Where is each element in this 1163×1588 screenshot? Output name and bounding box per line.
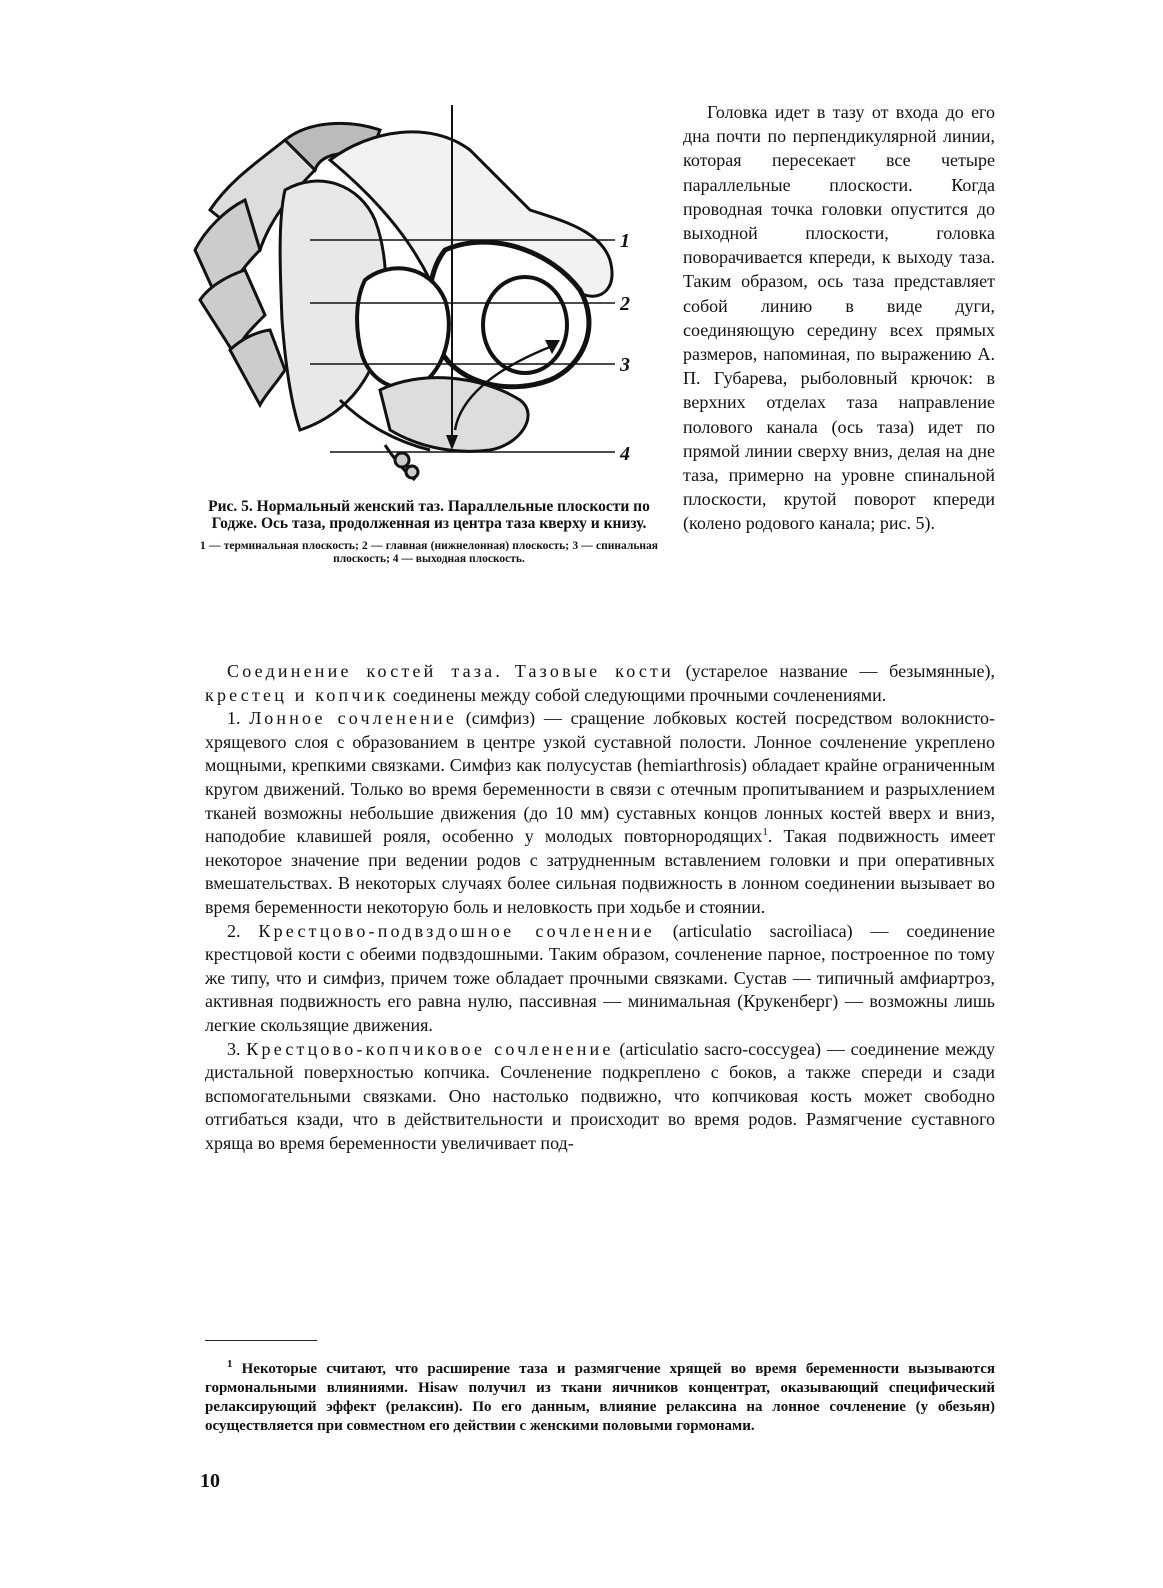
p2-term: Крестцово-подвздошное сочленение <box>258 920 655 941</box>
main-body <box>205 660 995 1155</box>
p3-number: 3. <box>227 1038 247 1059</box>
footnote <box>205 1360 995 1436</box>
footnote-ref: 1 <box>762 826 768 839</box>
footnote-paragraph <box>205 1360 995 1436</box>
side-text: Головка идет в тазу от входа до его дна почти по перпендикулярной линии, которая пересекает все четыре параллельные плоскости. Когда проводная точка головки опустится до выходной плоскости, головка поворачивается кпереди, к выходу таза. Таким образом, ось таза представляет собой линию в виде дуги, соединяющую середину всех прямых размеров, напоминая, по выражению А. П. Губарева, рыболовный крючок: в верхних отделах таза направление полового канала (ось таза) идет по прямой линии сверху вниз, делая на дне таза, примерно на уровне спинальной плоскости, крутой поворот кпереди (колено родового канала; рис. 5). <box>683 102 995 534</box>
p1-number: 1. <box>227 708 250 729</box>
intro-text-2: соединены между собой следующими прочными сочленениями. <box>388 684 887 705</box>
p3-text: (articulatio sacro-coccygea) — соединение между дистальной поверхностью копчика. Сочленение подкреплено с боков, а также спереди и сзади вспомогательными связками. Оно настолько подвижно, что копчиковая кость может свободно отгибаться кзади, что в действительности и происходит во время родов. Размягчение суставного хряща во время беременности увеличивает под- <box>205 1038 995 1153</box>
plane-label-4: 4 <box>620 443 630 465</box>
paragraph-3 <box>205 1038 995 1156</box>
caption-main: Рис. 5. Нормальный женский таз. Параллельные плоскости по Годже. Ось таза, продолженная из центра таза кверху и книзу. <box>208 498 650 532</box>
p1-text-a: (симфиз) — сращение лобковых костей посредством волокнисто-хрящевого слоя с образованием в центре узкой суставной полости. Лонное сочленение укреплено мощными, крепкими связками. Симфиз как полусустав (hemiarthrosis) обладает крайне ограниченным кругом движений. Только во время беременности в связи с отечным пропитыванием и разрыхлением тканей возможны небольшие движения (до 10 мм) суставных концов лонных костей вверх и вниз, наподобие клавишей рояля, особенно у молодых повторнородящих <box>205 708 995 847</box>
intro-text-1: (устарелое название — безымянные), <box>673 661 996 681</box>
intro-term-1: Тазовые кости <box>514 661 674 681</box>
caption-legend: 1 — терминальная плоскость; 2 — главная (нижнелонная) плоскость; 3 — спинальная плоскость; 4 — выходная плоскость. <box>200 540 658 565</box>
paragraph-1 <box>205 707 995 919</box>
p3-term: Крестцово-копчиковое сочленение <box>246 1038 614 1059</box>
plane-label-3: 3 <box>620 354 630 376</box>
intro-term-2: крестец и копчик <box>205 684 389 705</box>
footnote-text: Некоторые считают, что расширение таза и размягчение хрящей во время беременности вызываются гормональными влияниями. Hisaw получил из ткани яичников концентрат, оказывающий специфический релаксирующий эффект (релаксин). По его данным, влияние релаксина на лонное сочленение (у обезьян) осуществляется при совместном его действии с женскими половыми гормонами. <box>205 1361 995 1434</box>
plane-label-1: 1 <box>620 230 630 252</box>
page-number: 10 <box>200 1470 220 1492</box>
pelvis-figure <box>190 100 645 495</box>
intro-heading: Соединение костей таза. <box>227 661 504 681</box>
figure-caption <box>200 498 658 566</box>
p1-text-b: . Такая подвижность имеет некоторое значение при ведении родов с затрудненным вставлением головки и при оперативных вмешательствах. В некоторых случаях более сильная подвижность в лонном соединении вызывает во время беременности некоторую боль и неловкость при ходьбе и стоянии. <box>205 826 995 917</box>
intro-paragraph <box>205 660 995 707</box>
side-paragraph <box>683 100 995 536</box>
pelvis-drawing <box>190 100 645 495</box>
p2-text: (articulatio sacroiliaca) — соединение крестцовой кости с обеими подвздошными. Таким образом, сочленение парное, построенное по тому же типу, что и симфиз, причем тоже обладает прочными связками. Сустав — типичный амфиартроз, активная подвижность его равна нулю, пассивная — минимальная (Крукенберг) — возможны лишь легкие скользящие движения. <box>205 920 995 1035</box>
p1-term: Лонное сочленение <box>249 708 458 729</box>
p2-number: 2. <box>227 920 259 941</box>
footnote-divider <box>205 1340 317 1341</box>
paragraph-2 <box>205 920 995 1038</box>
footnote-mark: 1 <box>227 1358 233 1370</box>
plane-label-2: 2 <box>620 293 630 315</box>
